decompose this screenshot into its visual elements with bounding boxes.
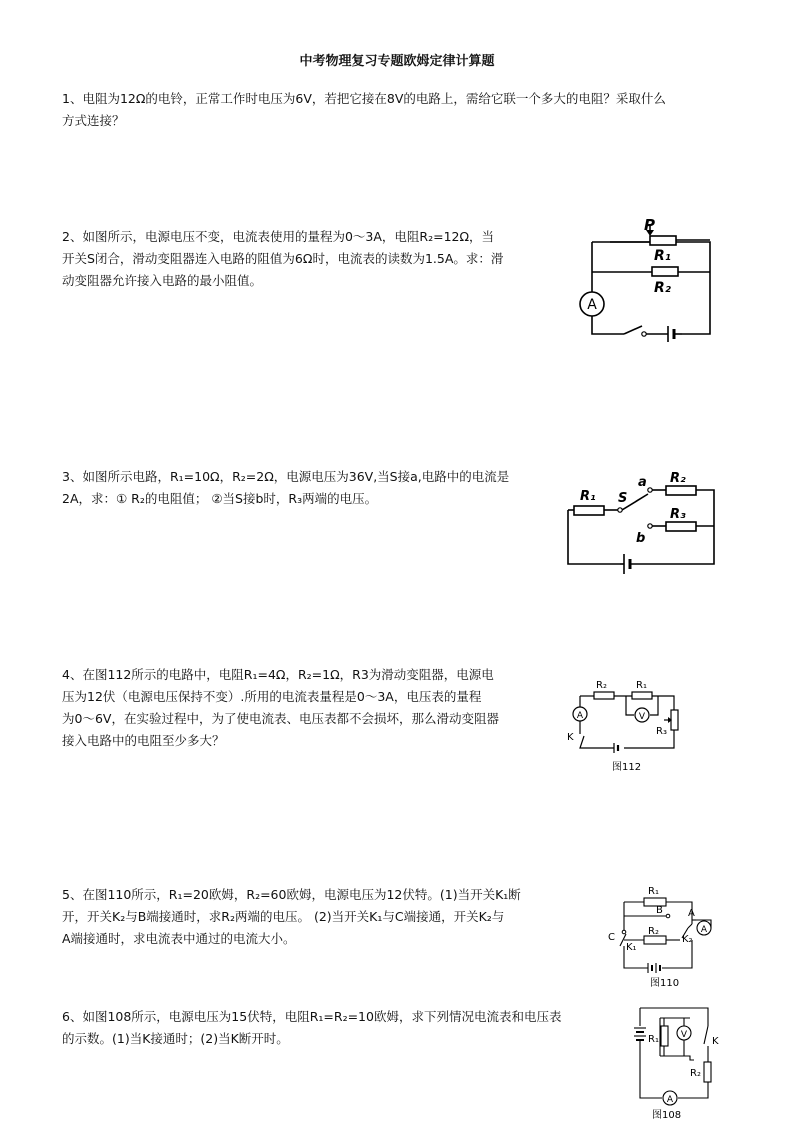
question-4: [62, 664, 552, 752]
switch-k-label: K: [567, 732, 574, 743]
circuit-figure-4: [562, 672, 702, 776]
circuit-figure-2: [572, 214, 722, 346]
circuit-figure-5: [604, 880, 720, 990]
terminal-a-label: a: [638, 475, 647, 490]
resistor-r3-label: R₃: [670, 507, 686, 522]
question-6: [62, 1006, 622, 1050]
resistor-r2-label: R₂: [670, 471, 686, 486]
question-5: [62, 884, 592, 950]
question-1-line-1: 1、电阻为12Ω的电铃，正常工作时电压为6V，若把它接在8V的电路上，需给它联一个多大的电阻？采取什么: [62, 91, 666, 106]
terminal-c-label: C: [608, 932, 615, 943]
page-title: 中考物理复习专题欧姆定律计算题: [299, 54, 495, 69]
resistor-r1-label: R₁: [648, 886, 659, 897]
terminal-a-label: A: [688, 908, 695, 919]
ammeter-label: A: [700, 925, 708, 935]
voltmeter-label: V: [638, 712, 646, 722]
question-3-line-2: 2A，求：① R₂的电阻值； ②当S接b时，R₃两端的电压。: [62, 491, 378, 506]
resistor-r1-label: R₁: [648, 1034, 659, 1045]
switch-k1-label: K₁: [626, 942, 637, 953]
question-4-line-3: 为0～6V，在实验过程中，为了使电流表、电压表都不会损坏，那么滑动变阻器: [62, 711, 499, 726]
slider-label: P: [644, 216, 655, 234]
switch-k-label: K: [712, 1036, 719, 1047]
question-5-line-1: 5、在图110所示，R₁=20欧姆，R₂=60欧姆，电源电压为12伏特。(1)当开关K₁断: [62, 887, 521, 902]
question-2-line-3: 动变阻器允许接入电路的最小阻值。: [62, 273, 263, 288]
terminal-b-label: b: [636, 531, 646, 546]
question-3: [62, 466, 552, 510]
question-5-line-3: A端接通时，求电流表中通过的电流大小。: [62, 931, 296, 946]
question-5-line-2: 开，开关K₂与B端接通时，求R₂两端的电压。 (2)当开关K₁与C端接通，开关K₂与: [62, 909, 505, 924]
question-3-line-1: 3、如图所示电路，R₁=10Ω，R₂=2Ω，电源电压为36V,当S接a,电路中的电流是: [62, 469, 510, 484]
resistor-r1-label: R₁: [654, 248, 671, 264]
question-4-line-2: 压为12伏（电源电压保持不变）.所用的电流表量程是0～3A，电压表的量程: [62, 689, 482, 704]
resistor-r2-label: R₂: [648, 926, 659, 937]
question-2-line-2: 开关S闭合，滑动变阻器连入电路的阻值为6Ω时，电流表的读数为1.5A。求：滑: [62, 251, 504, 266]
question-1-line-2: 方式连接？: [62, 113, 125, 128]
question-2: [62, 226, 562, 292]
rheostat-r3-label: R₃: [656, 726, 667, 737]
terminal-b-label: B: [656, 905, 663, 916]
question-6-line-2: 的示数。(1)当K接通时；(2)当K断开时。: [62, 1031, 289, 1046]
ammeter-label: A: [576, 711, 584, 721]
circuit-figure-3: [556, 466, 724, 582]
resistor-r1-label: R₁: [580, 489, 596, 504]
ammeter-label: A: [587, 297, 597, 313]
circuit-figure-6: [630, 996, 724, 1122]
ammeter-label: A: [666, 1095, 674, 1105]
question-4-line-1: 4、在图112所示的电路中，电阻R₁=4Ω，R₂=1Ω，R3为滑动变阻器，电源电: [62, 667, 494, 682]
figure-108-caption: 图108: [652, 1110, 682, 1121]
resistor-r2-label: R₂: [654, 280, 671, 296]
question-6-line-1: 6、如图108所示，电源电压为15伏特，电阻R₁=R₂=10欧姆，求下列情况电流表和电压表: [62, 1009, 562, 1024]
resistor-r2-label: R₂: [596, 680, 607, 691]
switch-s-label: S: [618, 491, 628, 506]
resistor-r1-label: R₁: [636, 680, 647, 691]
figure-112-caption: 图112: [612, 762, 642, 773]
figure-110-caption: 图110: [650, 978, 680, 989]
question-4-line-4: 接入电路中的电阻至少多大？: [62, 733, 225, 748]
question-1: [62, 88, 752, 132]
resistor-r2-label: R₂: [690, 1068, 701, 1079]
switch-k2-label: K₂: [682, 934, 693, 945]
question-2-line-1: 2、如图所示，电源电压不变，电流表使用的量程为0～3A，电阻R₂=12Ω，当: [62, 229, 495, 244]
voltmeter-label: V: [680, 1030, 688, 1040]
